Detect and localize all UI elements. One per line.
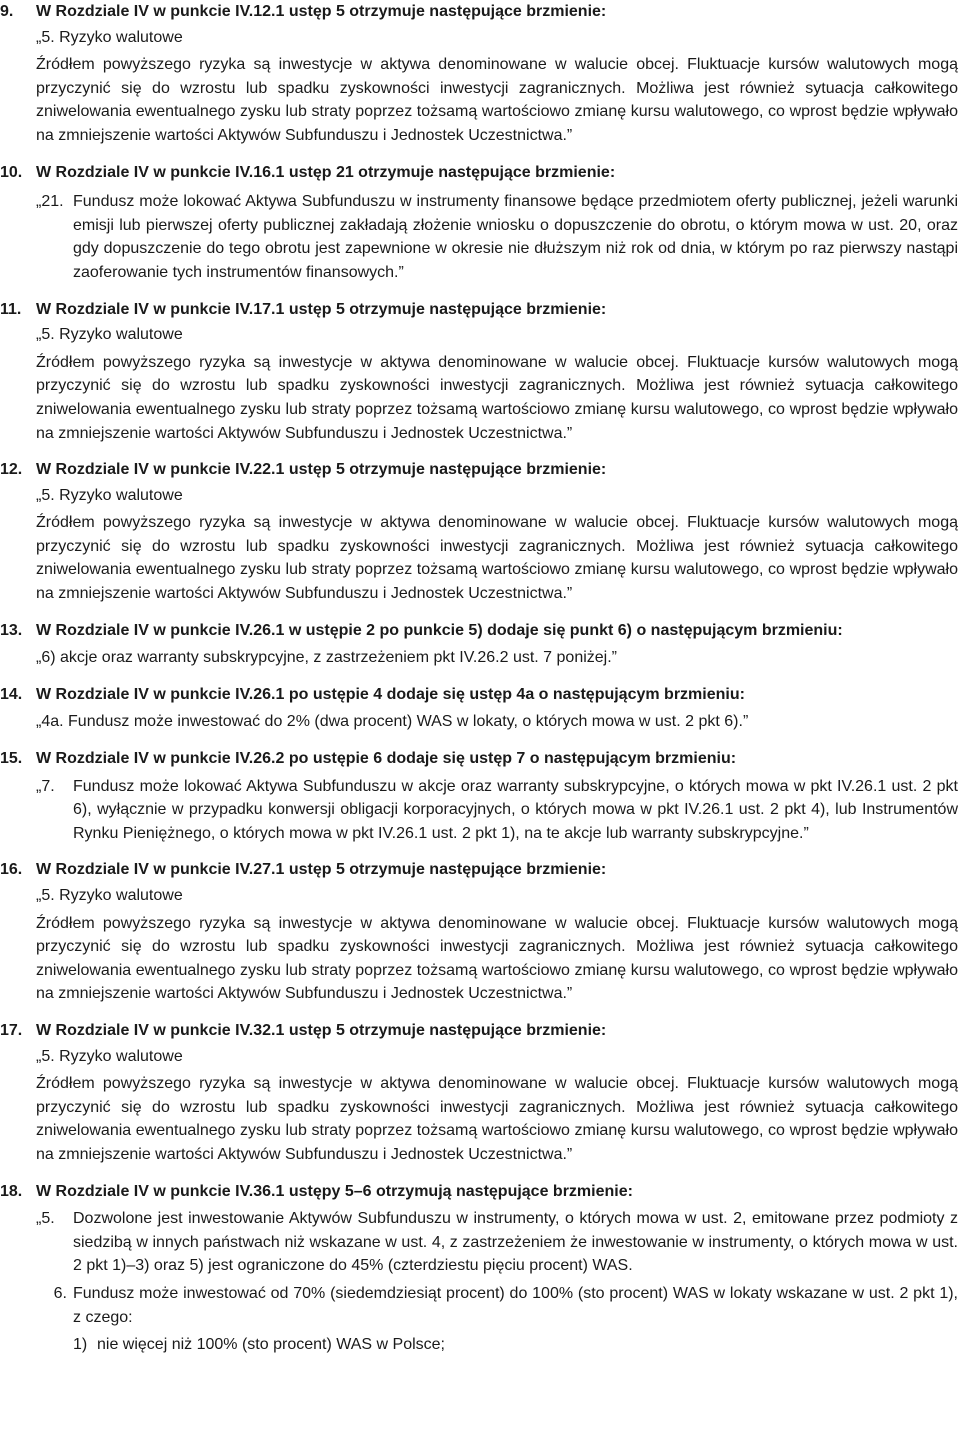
paragraph: Źródłem powyższego ryzyka są inwestycje w aktywa denominowane w walucie obcej. Fluktuacje kursów walutowych mogą przyczynić się do wzrostu lub spadku zyskowności inwestycji zagranicznych. Możliwa jest również sytuacja całkowitego zniwelowania ewentualnego zysku lub straty poprzez tożsamą wartościowo zmianę kursu walutowego, co wprost będzie wpływało na zmniejszenie wartości Aktywów Subfunduszu i Jednostek Uczestnictwa.” bbox=[36, 56, 958, 144]
numbered-paragraph bbox=[36, 1207, 958, 1278]
item-heading-text: W Rozdziale IV w punkcie IV.26.2 po ustępie 6 dodaje się ustęp 7 o następującym brzmieniu: bbox=[36, 750, 737, 768]
item-number: 17. bbox=[0, 1021, 23, 1039]
sub-list bbox=[73, 1333, 958, 1357]
item-number: 13. bbox=[0, 621, 23, 639]
item-number: 12. bbox=[0, 461, 23, 479]
item-heading-text: W Rozdziale IV w punkcie IV.27.1 ustęp 5 otrzymuje następujące brzmienie: bbox=[36, 861, 607, 879]
paragraph-text: Fundusz może lokować Aktywa Subfunduszu w instrumenty finansowe będące przedmiotem oferty publicznej, jeżeli warunki emisji lub pierwszej oferty publicznej zakładają złożenie wniosku o dopuszczenie do obrotu, o którym mowa w ust. 20, oraz gdy dopuszczenie do tego obrotu jest zapewnione w okresie nie dłuższym niż rok od dnia, w którym po raz pierwszy nastąpi zaoferowanie tych instrumentów finansowych.” bbox=[73, 193, 958, 281]
amendment-item-10 bbox=[0, 161, 960, 285]
amendment-item-9 bbox=[0, 0, 960, 148]
item-body bbox=[36, 26, 958, 148]
paragraph-label: „21. bbox=[36, 193, 64, 211]
amendment-item-11 bbox=[0, 298, 960, 446]
item-heading-text: W Rozdziale IV w punkcie IV.36.1 ustępy 5–6 otrzymują następujące brzmienie: bbox=[36, 1182, 633, 1200]
section-subtitle: „5. Ryzyko walutowe bbox=[36, 1047, 183, 1065]
paragraph-text: Fundusz może lokować Aktywa Subfunduszu w akcje oraz warranty subskrypcyjne, o których mowa w pkt IV.26.1 ust. 2 pkt 6), wyłącznie w przypadku konwersji obligacji korporacyjnych, o których mowa w pkt IV.26.1 ust. 2 pkt 4), lub Instrumentów Rynku Pieniężnego, o których mowa w pkt IV.26.1 ust. 2 pkt 1), na te akcje lub warranty subskrypcyjne.” bbox=[73, 777, 958, 842]
item-heading bbox=[0, 0, 960, 24]
item-heading bbox=[0, 161, 960, 185]
amendment-item-12 bbox=[0, 458, 960, 606]
item-body bbox=[36, 775, 958, 846]
amendment-item-16 bbox=[0, 858, 960, 1006]
item-heading-text: W Rozdziale IV w punkcie IV.17.1 ustęp 5 otrzymuje następujące brzmienie: bbox=[36, 300, 607, 318]
numbered-paragraph bbox=[36, 775, 958, 846]
section-subtitle: „5. Ryzyko walutowe bbox=[36, 486, 183, 504]
list-item bbox=[73, 1333, 958, 1357]
paragraph: „6) akcje oraz warranty subskrypcyjne, z zastrzeżeniem pkt IV.26.2 ust. 7 poniżej.” bbox=[36, 649, 617, 667]
amendment-item-17 bbox=[0, 1019, 960, 1167]
item-number: 10. bbox=[0, 163, 23, 181]
item-heading bbox=[0, 1019, 960, 1043]
numbered-paragraph bbox=[36, 1282, 958, 1329]
item-number: 16. bbox=[0, 861, 23, 879]
item-number: 18. bbox=[0, 1182, 23, 1200]
item-heading bbox=[0, 458, 960, 482]
item-body bbox=[36, 1207, 958, 1357]
item-heading bbox=[0, 683, 960, 707]
item-heading bbox=[0, 1180, 960, 1204]
item-heading bbox=[0, 298, 960, 322]
item-body bbox=[36, 646, 958, 670]
paragraph-label: 6. bbox=[53, 1284, 67, 1302]
section-subtitle: „5. Ryzyko walutowe bbox=[36, 326, 183, 344]
item-number: 9. bbox=[0, 3, 14, 20]
numbered-paragraph bbox=[36, 190, 958, 284]
paragraph-text: Fundusz może inwestować od 70% (siedemdziesiąt procent) do 100% (sto procent) WAS w lokaty wskazane w ust. 2 pkt 1), z czego: bbox=[73, 1284, 958, 1326]
list-item-text: nie więcej niż 100% (sto procent) WAS w Polsce; bbox=[97, 1336, 445, 1354]
item-body bbox=[36, 884, 958, 1006]
item-number: 15. bbox=[0, 750, 23, 768]
item-heading-text: W Rozdziale IV w punkcie IV.16.1 ustęp 21 otrzymuje następujące brzmienie: bbox=[36, 163, 616, 181]
paragraph: „4a. Fundusz może inwestować do 2% (dwa procent) WAS w lokaty, o których mowa w ust. 2 pkt 6).” bbox=[36, 713, 749, 731]
section-subtitle: „5. Ryzyko walutowe bbox=[36, 887, 183, 904]
amendment-item-18 bbox=[0, 1180, 960, 1357]
paragraph: Źródłem powyższego ryzyka są inwestycje w aktywa denominowane w walucie obcej. Fluktuacje kursów walutowych mogą przyczynić się do wzrostu lub spadku zyskowności inwestycji zagranicznych. Możliwa jest również sytuacja całkowitego zniwelowania ewentualnego zysku lub straty poprzez tożsamą wartościowo zmianę kursu walutowego, co wprost będzie wpływało na zmniejszenie wartości Aktywów Subfunduszu i Jednostek Uczestnictwa.” bbox=[36, 353, 958, 442]
item-heading bbox=[0, 858, 960, 882]
item-number: 14. bbox=[0, 685, 23, 703]
item-body bbox=[36, 710, 958, 734]
paragraph-label: „5. bbox=[36, 1210, 55, 1228]
amendment-item-14 bbox=[0, 683, 960, 734]
list-item-label: 1) bbox=[73, 1336, 88, 1354]
item-heading-text: W Rozdziale IV w punkcie IV.32.1 ustęp 5 otrzymuje następujące brzmienie: bbox=[36, 1021, 607, 1039]
item-heading-text: W Rozdziale IV w punkcie IV.26.1 po ustępie 4 dodaje się ustęp 4a o następującym brzmieniu: bbox=[36, 685, 745, 703]
paragraph: Źródłem powyższego ryzyka są inwestycje w aktywa denominowane w walucie obcej. Fluktuacje kursów walutowych mogą przyczynić się do wzrostu lub spadku zyskowności inwestycji zagranicznych. Możliwa jest również sytuacja całkowitego zniwelowania ewentualnego zysku lub straty poprzez tożsamą wartościowo zmianę kursu walutowego, co wprost będzie wpływało na zmniejszenie wartości Aktywów Subfunduszu i Jednostek Uczestnictwa.” bbox=[36, 914, 958, 1003]
item-heading-text: W Rozdziale IV w punkcie IV.26.1 w ustępie 2 po punkcie 5) dodaje się punkt 6) o następującym brzmieniu: bbox=[36, 621, 843, 639]
amendment-item-13 bbox=[0, 619, 960, 670]
paragraph-text: Dozwolone jest inwestowanie Aktywów Subfunduszu w instrumenty, o których mowa w ust. 2, emitowane przez podmioty z siedzibą w innych państwach niż wskazane w ust. 4, z zastrzeżeniem że inwestowanie w instrumenty, o których mowa w ust. 2 pkt 1)–3) oraz 5) jest ograniczone do 45% (czterdziestu pięciu procent) WAS. bbox=[73, 1210, 958, 1275]
item-body bbox=[36, 484, 958, 606]
item-body bbox=[36, 190, 958, 284]
paragraph: Źródłem powyższego ryzyka są inwestycje w aktywa denominowane w walucie obcej. Fluktuacje kursów walutowych mogą przyczynić się do wzrostu lub spadku zyskowności inwestycji zagranicznych. Możliwa jest również sytuacja całkowitego zniwelowania ewentualnego zysku lub straty poprzez tożsamą wartościowo zmianę kursu walutowego, co wprost będzie wpływało na zmniejszenie wartości Aktywów Subfunduszu i Jednostek Uczestnictwa.” bbox=[36, 1075, 958, 1163]
item-body bbox=[36, 1045, 958, 1167]
item-heading-text: W Rozdziale IV w punkcie IV.12.1 ustęp 5 otrzymuje następujące brzmienie: bbox=[36, 3, 607, 20]
paragraph-label: „7. bbox=[36, 777, 55, 795]
item-heading-text: W Rozdziale IV w punkcie IV.22.1 ustęp 5 otrzymuje następujące brzmienie: bbox=[36, 461, 607, 479]
section-subtitle: „5. Ryzyko walutowe bbox=[36, 28, 183, 46]
paragraph: Źródłem powyższego ryzyka są inwestycje w aktywa denominowane w walucie obcej. Fluktuacje kursów walutowych mogą przyczynić się do wzrostu lub spadku zyskowności inwestycji zagranicznych. Możliwa jest również sytuacja całkowitego zniwelowania ewentualnego zysku lub straty poprzez tożsamą wartościowo zmianę kursu walutowego, co wprost będzie wpływało na zmniejszenie wartości Aktywów Subfunduszu i Jednostek Uczestnictwa.” bbox=[36, 514, 958, 603]
item-body bbox=[36, 323, 958, 445]
item-heading bbox=[0, 619, 960, 643]
item-heading bbox=[0, 747, 960, 771]
amendment-item-15 bbox=[0, 747, 960, 845]
item-number: 11. bbox=[0, 300, 22, 318]
